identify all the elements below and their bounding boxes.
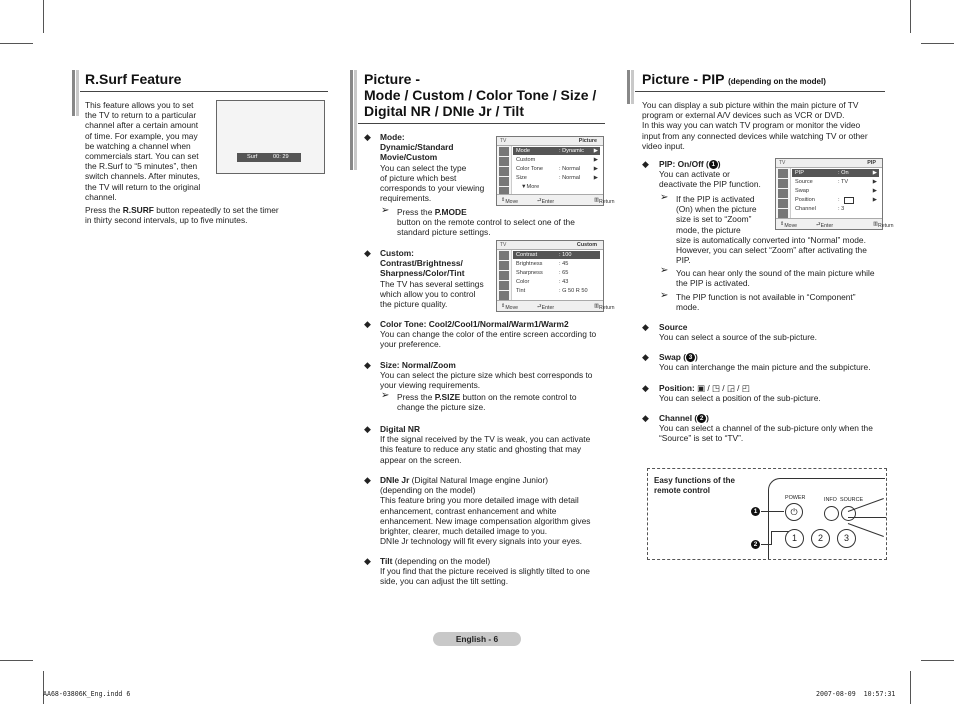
marker-2: 2 [751, 540, 760, 549]
section-title-picture: Picture - Mode / Custom / Color Tone / Size / Digital NR / DNIe Jr / Tilt [364, 71, 597, 119]
key-3: 3 [837, 529, 856, 548]
custom-section: ◆ Custom: Contrast/Brightness/ Sharpness/Color/Tint The TV has several settings which allow you to control the picture quality. [364, 248, 484, 310]
power-button-icon: ⏻ [785, 503, 803, 521]
remote-control-image [768, 478, 885, 559]
source-label: SOURCE [840, 497, 864, 503]
swap-section: ◆ Swap ( 3 ) You can interchange the main picture and the subpicture. [642, 352, 871, 373]
mode-note: Press the P.MODE [397, 207, 467, 217]
source-section: ◆ Source You can select a source of the sub-picture. [642, 322, 817, 343]
channel-section: ◆ Channel ( 2 ) You can select a channel of the sub-picture only when the “Source” is set to “TV”. [642, 413, 873, 444]
tilt-section: ◆ Tilt (depending on the model) If you find that the picture received is slightly tilted to one side, you can adjust the tilt setting. [364, 556, 590, 587]
note-arrow-icon: ➢ [381, 390, 390, 401]
mode-section: ◆ Mode: Dynamic/Standard Movie/Custom You can select the type of picture which best corresponds to your viewing requirements. [364, 132, 485, 204]
note-arrow-icon: ➢ [660, 290, 669, 301]
power-label: POWER [785, 495, 806, 501]
digital-nr-section: ◆ Digital NR If the signal received by the TV is weak, you can activate this feature to reduce any static and ghosting that may appear on the screen. [364, 424, 591, 465]
size-note: Press the P.SIZE button on the remote control to change the picture size. [397, 392, 577, 413]
mode-note-cont: button on the remote control to select one of the standard picture settings. [397, 217, 575, 238]
footer-file: AA68-03806K_Eng.indd 6 [43, 690, 131, 698]
remote-caption: Easy functions of the remote control [654, 476, 735, 496]
pip-note3: The PIP function is not available in “Component” mode. [676, 292, 856, 313]
pip-note1: If the PIP is activated (On) when the picture size is set to “Zoom” mode, the picture [676, 194, 757, 235]
position-icons: ▣ / ◳ / ◲ / ◰ [697, 383, 750, 393]
osd-picture-menu: TV Picture Mode : Dynamic ▶ Custom ▶ Color Tone : Normal ▶ Size : Normal ▶ ▼More ⇕ Move ⮐ Enter ▥ Return [496, 136, 604, 206]
remote-functions-box [647, 468, 887, 560]
rsurf-osd-bar [237, 153, 301, 162]
info-label: INFO [824, 497, 837, 503]
position-icon [844, 197, 854, 204]
info-button [824, 506, 839, 521]
position-section: ◆ Position: ▣ / ◳ / ◲ / ◰ You can select a position of the sub-picture. [642, 383, 821, 404]
section-title-pip: Picture - PIP (depending on the model) [642, 71, 826, 87]
osd-pip-menu: TV PIP PIP : On ▶ Source : TV ▶ Swap ▶ Position : ▶ Channel : 3 ⇕ Move ⮐ Enter ▥ Return [775, 158, 883, 230]
pip-intro: You can display a sub picture within the main picture of TV program or external A/V devices such as VCR or DVD. In this way you can watch TV program or monitor the video input from any connected devices while watching TV or other video input. [642, 100, 868, 151]
rsurf-press-instruction: Press the R.SURF button repeatedly to set the timer in thirty second intervals, up to five minutes. [85, 205, 279, 226]
dnie-section: ◆ DNIe Jr (Digital Natural Image engine Junior) (depending on the model) This feature bring you more detailed image with detail enhancement, contrast enhancement and white enhancement. New image compensation algorithm gives brighter, clearer, much detailed image to you. DNIe Jr technology will fit every signals into your eyes. [364, 475, 591, 547]
section-title-rsurf: R.Surf Feature [85, 71, 182, 87]
size-section: ◆ Size: Normal/Zoom You can select the picture size which best corresponds to your viewing requirements. [364, 360, 593, 391]
key-2: 2 [811, 529, 830, 548]
color-tone-section: ◆ Color Tone: Cool2/Cool1/Normal/Warm1/Warm2 You can change the color of the entire screen according to your preference. [364, 319, 597, 350]
note-arrow-icon: ➢ [381, 205, 390, 216]
note-arrow-icon: ➢ [660, 265, 669, 276]
rsurf-osd-label: Surf [247, 154, 258, 160]
rsurf-intro: This feature allows you to set the TV to return to a particular channel after a certain amount of time. For example, you may be watching a channel when commercials start. You can set the R.Surf to “5 minutes”, then switch channels. After minutes, the TV will return to the original channel. [85, 100, 201, 202]
rsurf-osd-time: 00: 29 [273, 154, 289, 160]
pip-onoff-section: ◆ PIP: On/Off ( 1 ) You can activate or deactivate the PIP function. [642, 159, 761, 190]
page-number-pill: English - 6 [433, 632, 521, 646]
pip-note2: You can hear only the sound of the main picture while the PIP is activated. [676, 268, 875, 289]
footer-date: 2007-08-09 ︎ ︎10:57:31 [816, 690, 896, 698]
key-1: 1 [785, 529, 804, 548]
pip-note1-cont: size is automatically converted into “Normal” mode. However, you can select “Zoom” after activating the PIP. [676, 235, 867, 266]
note-arrow-icon: ➢ [660, 192, 669, 203]
rsurf-osd-screen [216, 100, 325, 174]
marker-1: 1 [751, 507, 760, 516]
osd-custom-menu: TV Custom Contrast : 100 Brightness : 45 Sharpness : 65 Color : 43 Tint : G 50 R 50 ⇕ Move ⮐ Enter ▥ Return [496, 240, 604, 312]
